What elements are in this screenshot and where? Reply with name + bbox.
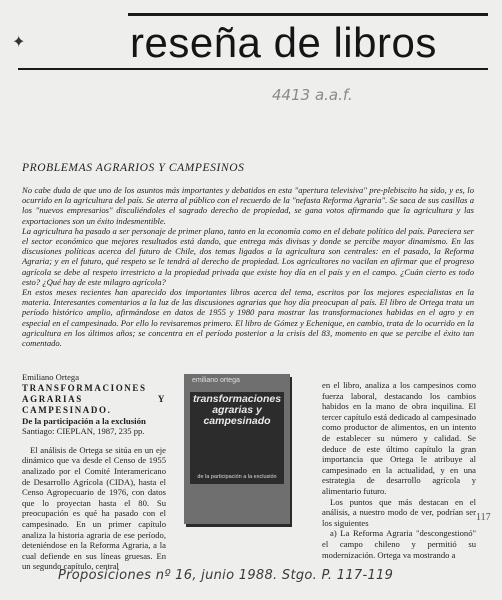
handwritten-citation: Proposiciones nº 16, junio 1988. Stgo. P. 117-119	[58, 568, 394, 583]
masthead-rule	[18, 68, 488, 70]
scan-mark: ✦	[12, 34, 26, 51]
book-subtitle: De la participación a la exclusión	[22, 415, 146, 426]
top-rule	[128, 13, 488, 16]
review-body: El análisis de Ortega se sitúa en un eje dinámico que va desde el Censo de 1955 analizado por el Comité Interamericano de Desarrollo Agrícola (CIDA), hasta el Censo Agropecuario de 1976, con datos que lo proyectan hasta el 80. Su preocupación es qué ha pasado con el campesinado. En un primer capítulo analiza la historia agraria de ese período, deteniéndose en la Reforma Agraria, a la cual defiende en sus líneas gruesas. En un segundo capítulo, central	[22, 444, 166, 572]
review-body: a) La Reforma Agraria "descongestionó" el campo chileno y permitió su modernización. Ortega va mostrando a	[322, 528, 476, 560]
intro-paragraph: En estos meses recientes han aparecido dos importantes libros acerca del tema, escritos por los mejores especialistas en la materia. Interesantes comentarios a la luz de las discusiones agrarias que hoy día preocupan al país. El libro de Ortega trata un período histórico amplio, afirmándose en datos de 1955 y 1980 para mostrar las transformaciones habidas en el agro y en especial en el campesinado. Por ello lo revisaremos primero. El libro de Gómez y Echenique, en cambio, trata de lo ocurrido en la agricultura en los últimos años; se concentra en el período posterior a la crisis del 83, momento en que se percibe el éxito tan comentado.	[22, 287, 474, 349]
intro-text	[22, 185, 474, 348]
review-body: en el libro, analiza a los campesinos como fuerza laboral, destacando los cambios habidos en la mano de obra inquilina. El tercer capítulo está dedicado al campesinado como productor de alimentos, en un intento de establecer su número y calidad. Se deduce de este último capítulo la gran importancia que Ortega le atribuye al campesinado en la actualidad, y en una estrategia de desarrollo agrícola y alimentario futuro.	[322, 380, 476, 496]
review-body: Los puntos que más destacan en el análisis, a nuestro modo de ver, podrían ser los siguientes	[322, 496, 476, 528]
review-column-left	[22, 372, 166, 572]
intro-paragraph: No cabe duda de que uno de los asuntos más importantes y debatidos en esta "apertura televisiva" pre-plebiscito ha sido, y es, lo ocurrido en la agricultura del país. Se aterra al público con el recuerdo de la "nefasta Reforma Agraria". Se saca de sus casillas a los "nuevos empresarios" disculiéndoles el sagrado derecho de propiedad, se gana votos afirmando que la agricultura y las exportaciones son un éxito indesmentible.	[22, 185, 474, 226]
book-cover-subtitle: de la participación a la exclusión	[197, 474, 277, 480]
book-publisher: Santiago: CIEPLAN, 1987, 235 pp.	[22, 426, 145, 437]
page-number: 117	[476, 512, 491, 523]
book-author: Emiliano Ortega	[22, 372, 80, 382]
handwritten-reference: 4413 a.a.f.	[272, 86, 353, 104]
section-title: PROBLEMAS AGRARIOS Y CAMPESINOS	[22, 162, 245, 174]
review-column-right	[322, 380, 476, 560]
masthead-title: reseña de libros	[130, 19, 437, 66]
book-cover-author: emiliano ortega	[192, 377, 240, 384]
book-title: TRANSFORMACIONES AGRARIAS Y CAMPESINADO.	[22, 382, 166, 415]
book-cover-image	[184, 374, 290, 524]
intro-paragraph: La agricultura ha pasado a ser personaje de primer plano, tanto en la economía como en el debate político del país. Pareciera ser el sector económico que mejores resultados está dando, que entrega más divisas y donde se percibe mayor dinamismo. En las discusiones políticas acerca del futuro de Chile, dos temas ligados a la agricultura son centrales: en el pasado, la Reforma Agraria; y en el futuro, qué respeto se le tendrá al derecho de propiedad. Los agricultores no vacilan en afirmar que el progreso agrícola se debe al respeto irrestricto a la propiedad privada que existe hoy día en el país y en el campo. ¿Cuán cierto es todo esto? ¿Qué hay de este milagro agrícola?	[22, 225, 474, 287]
book-cover-title: transformaciones agrarias y campesinado	[192, 393, 282, 427]
